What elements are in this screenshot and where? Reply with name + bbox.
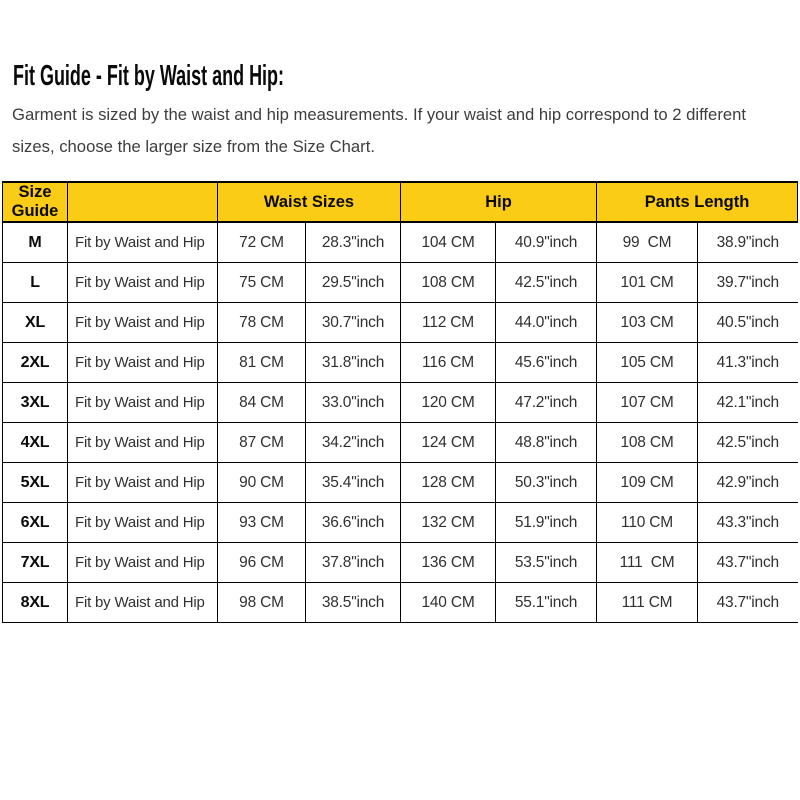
- cell-size: XL: [3, 303, 68, 343]
- cell-fit: Fit by Waist and Hip: [68, 303, 218, 343]
- cell-size: 8XL: [3, 583, 68, 623]
- table-row: [3, 583, 798, 623]
- cell-hip-in: 51.9"inch: [496, 503, 597, 543]
- cell-waist-cm: 72 CM: [218, 222, 306, 263]
- cell-fit: Fit by Waist and Hip: [68, 343, 218, 383]
- table-row: [3, 503, 798, 543]
- header-fit-column: [68, 182, 218, 222]
- cell-size: 7XL: [3, 543, 68, 583]
- cell-hip-in: 53.5"inch: [496, 543, 597, 583]
- cell-waist-cm: 96 CM: [218, 543, 306, 583]
- header-hip: Hip: [401, 182, 597, 222]
- cell-fit: Fit by Waist and Hip: [68, 263, 218, 303]
- cell-hip-cm: 136 CM: [401, 543, 496, 583]
- cell-size: 3XL: [3, 383, 68, 423]
- cell-waist-cm: 90 CM: [218, 463, 306, 503]
- cell-fit: Fit by Waist and Hip: [68, 463, 218, 503]
- table-header: [3, 182, 798, 222]
- cell-hip-in: 48.8"inch: [496, 423, 597, 463]
- cell-hip-in: 45.6"inch: [496, 343, 597, 383]
- cell-waist-cm: 81 CM: [218, 343, 306, 383]
- description-line-2: sizes, choose the larger size from the Size Chart.: [12, 137, 375, 156]
- cell-hip-cm: 108 CM: [401, 263, 496, 303]
- table-row: [3, 543, 798, 583]
- cell-pants-in: 43.7"inch: [698, 583, 798, 623]
- cell-hip-in: 44.0"inch: [496, 303, 597, 343]
- cell-waist-cm: 84 CM: [218, 383, 306, 423]
- cell-size: 6XL: [3, 503, 68, 543]
- cell-fit: Fit by Waist and Hip: [68, 543, 218, 583]
- cell-waist-in: 33.0"inch: [306, 383, 401, 423]
- cell-hip-in: 40.9"inch: [496, 222, 597, 263]
- cell-hip-cm: 128 CM: [401, 463, 496, 503]
- cell-hip-cm: 116 CM: [401, 343, 496, 383]
- cell-waist-in: 29.5"inch: [306, 263, 401, 303]
- cell-hip-in: 55.1"inch: [496, 583, 597, 623]
- header-row: [3, 182, 798, 222]
- cell-pants-in: 40.5"inch: [698, 303, 798, 343]
- cell-pants-in: 43.7"inch: [698, 543, 798, 583]
- cell-waist-in: 36.6"inch: [306, 503, 401, 543]
- cell-pants-in: 42.5"inch: [698, 423, 798, 463]
- cell-waist-in: 30.7"inch: [306, 303, 401, 343]
- cell-waist-in: 31.8"inch: [306, 343, 401, 383]
- cell-pants-cm: 107 CM: [597, 383, 698, 423]
- cell-pants-cm: 111 CM: [597, 543, 698, 583]
- cell-fit: Fit by Waist and Hip: [68, 503, 218, 543]
- header-size-guide: Size Guide: [3, 182, 68, 222]
- table-body: [3, 222, 798, 623]
- cell-pants-in: 38.9"inch: [698, 222, 798, 263]
- cell-pants-cm: 111 CM: [597, 583, 698, 623]
- cell-pants-cm: 110 CM: [597, 503, 698, 543]
- cell-hip-cm: 120 CM: [401, 383, 496, 423]
- cell-waist-cm: 93 CM: [218, 503, 306, 543]
- cell-waist-in: 35.4"inch: [306, 463, 401, 503]
- cell-pants-cm: 109 CM: [597, 463, 698, 503]
- cell-size: M: [3, 222, 68, 263]
- page-title: Fit Guide - Fit by Waist and Hip:: [13, 60, 285, 92]
- table-row: [3, 343, 798, 383]
- cell-fit: Fit by Waist and Hip: [68, 383, 218, 423]
- cell-hip-cm: 104 CM: [401, 222, 496, 263]
- header-waist-sizes: Waist Sizes: [218, 182, 401, 222]
- cell-hip-cm: 140 CM: [401, 583, 496, 623]
- cell-pants-in: 42.9"inch: [698, 463, 798, 503]
- cell-waist-in: 28.3"inch: [306, 222, 401, 263]
- table-row: [3, 303, 798, 343]
- cell-pants-in: 41.3"inch: [698, 343, 798, 383]
- cell-hip-cm: 132 CM: [401, 503, 496, 543]
- cell-pants-in: 43.3"inch: [698, 503, 798, 543]
- size-chart-table: [2, 181, 798, 623]
- cell-waist-in: 37.8"inch: [306, 543, 401, 583]
- cell-waist-in: 38.5"inch: [306, 583, 401, 623]
- description-line-1: Garment is sized by the waist and hip measurements. If your waist and hip correspond to 2 different: [12, 105, 747, 124]
- cell-size: 4XL: [3, 423, 68, 463]
- cell-fit: Fit by Waist and Hip: [68, 423, 218, 463]
- cell-size: L: [3, 263, 68, 303]
- cell-hip-in: 50.3"inch: [496, 463, 597, 503]
- cell-waist-cm: 75 CM: [218, 263, 306, 303]
- cell-pants-in: 42.1"inch: [698, 383, 798, 423]
- cell-hip-in: 42.5"inch: [496, 263, 597, 303]
- cell-size: 2XL: [3, 343, 68, 383]
- cell-waist-cm: 78 CM: [218, 303, 306, 343]
- cell-waist-cm: 87 CM: [218, 423, 306, 463]
- cell-hip-in: 47.2"inch: [496, 383, 597, 423]
- cell-pants-cm: 103 CM: [597, 303, 698, 343]
- table-row: [3, 263, 798, 303]
- cell-fit: Fit by Waist and Hip: [68, 583, 218, 623]
- cell-pants-cm: 105 CM: [597, 343, 698, 383]
- table-row: [3, 423, 798, 463]
- table-row: [3, 463, 798, 503]
- cell-waist-cm: 98 CM: [218, 583, 306, 623]
- cell-pants-cm: 108 CM: [597, 423, 698, 463]
- cell-hip-cm: 124 CM: [401, 423, 496, 463]
- cell-waist-in: 34.2"inch: [306, 423, 401, 463]
- cell-hip-cm: 112 CM: [401, 303, 496, 343]
- cell-pants-cm: 101 CM: [597, 263, 698, 303]
- table-row: [3, 383, 798, 423]
- cell-pants-cm: 99 CM: [597, 222, 698, 263]
- cell-size: 5XL: [3, 463, 68, 503]
- cell-pants-in: 39.7"inch: [698, 263, 798, 303]
- header-pants-length: Pants Length: [597, 182, 798, 222]
- cell-fit: Fit by Waist and Hip: [68, 222, 218, 263]
- table-row: [3, 222, 798, 263]
